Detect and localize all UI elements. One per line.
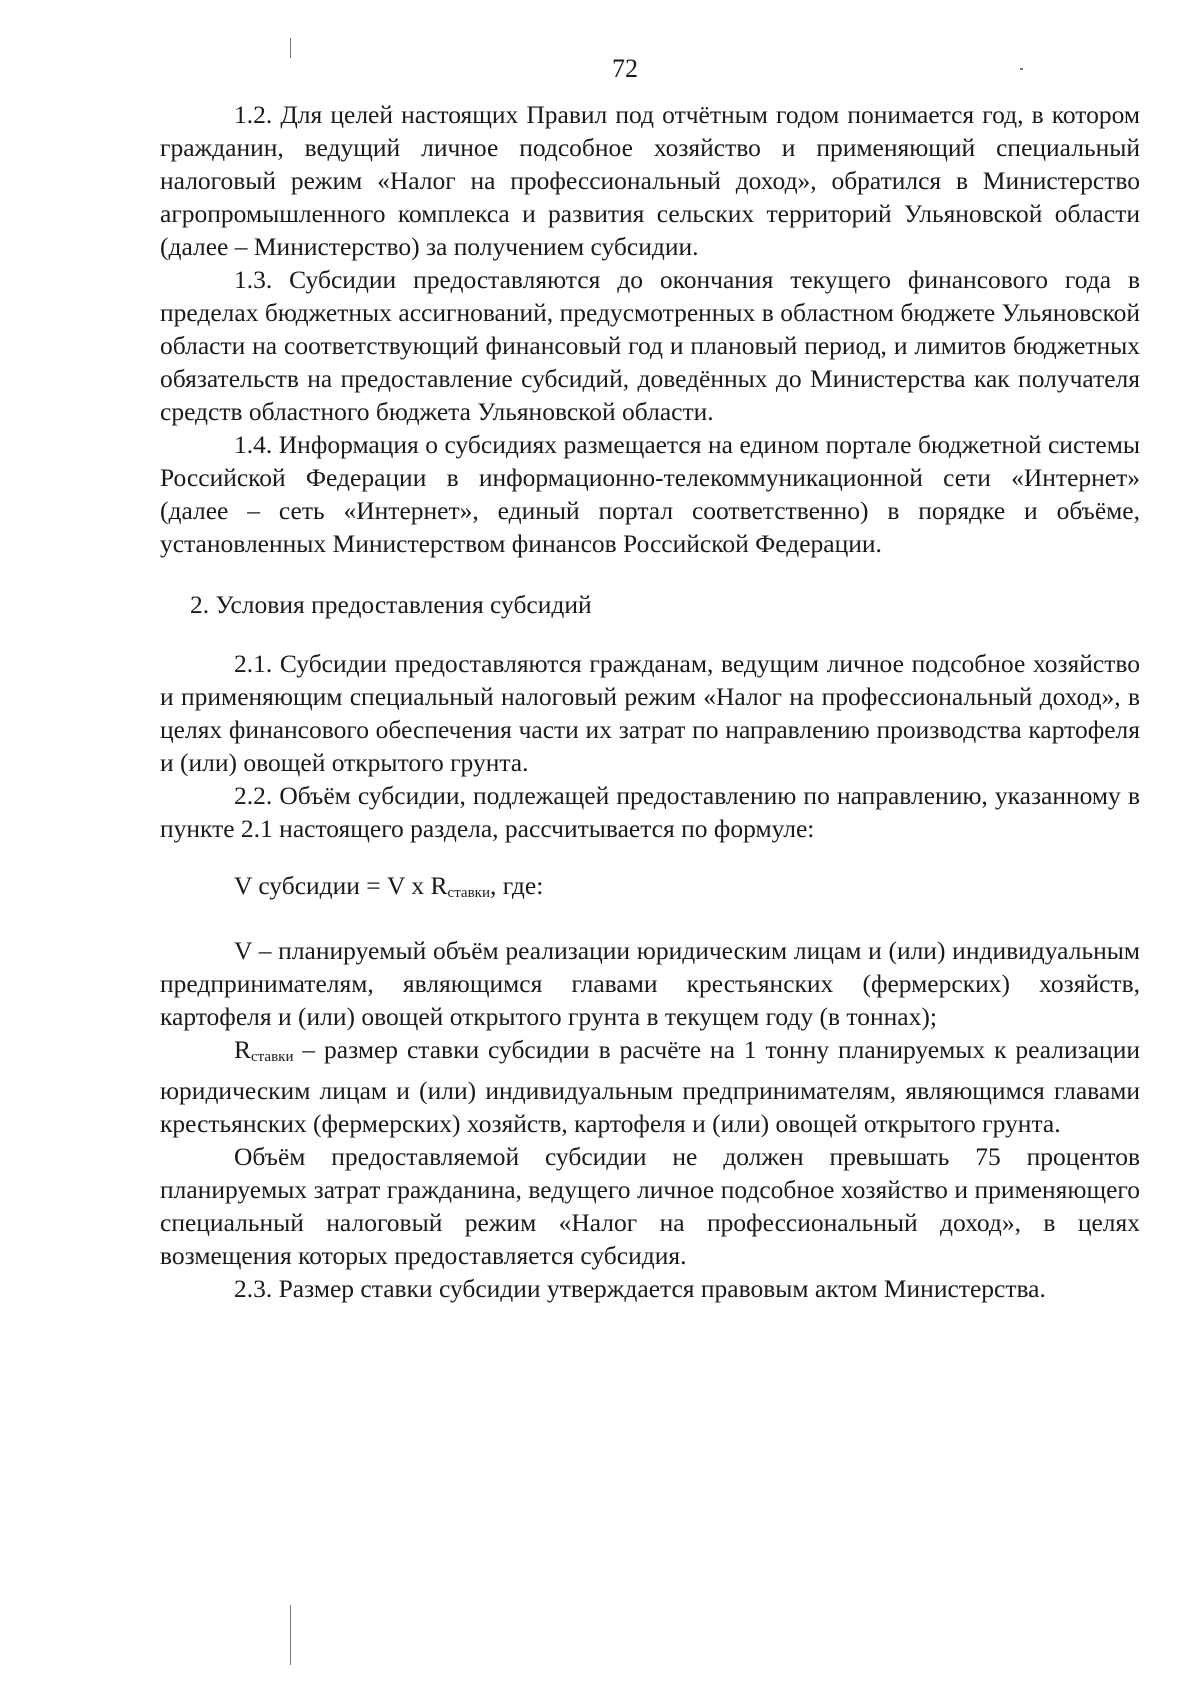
subsidy-formula <box>160 869 1140 910</box>
paragraph-2-3: 2.3. Размер ставки субсидии утверждается правовым актом Министерства. <box>234 1274 1046 1303</box>
definition-r-subscript: ставки <box>251 1049 294 1065</box>
scan-artifact <box>1020 68 1023 70</box>
formula-main: V субсидии = V х R <box>234 871 448 900</box>
paragraph-1-3: 1.3. Субсидии предоставляются до окончания текущего финансового года в пределах бюджетных ассигнований, предусмотренных в областном бюджете Ульяновской области на соответствующий финансовый год и плановый период, и лимитов бюджетных обязательств на предоставление субсидий, доведённых до Министерства как получателя средств областного бюджета Ульяновской области. <box>160 265 1140 426</box>
paragraph-2-1: 2.1. Субсидии предоставляются гражданам, ведущим личное подсобное хозяйство и применяющим специальный налоговый режим «Налог на профессиональный доход», в целях финансового обеспечения части их затрат по направлению производства картофеля и (или) овощей открытого грунта. <box>160 649 1140 777</box>
formula-subscript: ставки <box>447 885 490 901</box>
scan-artifact <box>290 1605 291 1665</box>
document-body <box>160 98 1140 1305</box>
definition-r <box>160 1033 1140 1140</box>
paragraph-2-2: 2.2. Объём субсидии, подлежащей предоставлению по направлению, указанному в пункте 2.1 настоящего раздела, рассчитывается по формуле: <box>160 781 1140 843</box>
paragraph-1-4: 1.4. Информация о субсидиях размещается на едином портале бюджетной системы Российской Федерации в информационно-телекоммуникационной сети «Интернет» (далее – сеть «Интернет», единый портал соответственно) в порядке и объёме, установленных Министерством финансов Российской Федерации. <box>160 430 1140 558</box>
formula-tail: , где: <box>489 871 544 900</box>
section-heading: 2. Условия предоставления субсидий <box>190 590 592 619</box>
definition-v: V – планируемый объём реализации юридическим лицам и (или) индивидуальным предпринимателям, являющимся главами крестьянских (фермерских) хозяйств, картофеля и (или) овощей открытого грунта в текущем году (в тоннах); <box>160 936 1140 1031</box>
page-number: 72 <box>612 54 638 83</box>
definition-r-text: – размер ставки субсидии в расчёте на 1 тонну планируемых к реализации юридическим лицам и (или) индивидуальным предпринимателям, являющимся главами крестьянских (фермерских) хозяйств, картофеля и (или) овощей открытого грунта. <box>160 1035 1140 1138</box>
paragraph-1-2: 1.2. Для целей настоящих Правил под отчётным годом понимается год, в котором гражданин, ведущий личное подсобное хозяйство и применяющий специальный налоговый режим «Налог на профессиональный доход», обратился в Министерство агропромышленного комплекса и развития сельских территорий Ульяновской области (далее – Министерство) за получением субсидии. <box>160 100 1140 261</box>
paragraph-subsidy-limit: Объём предоставляемой субсидии не должен превышать 75 процентов планируемых затрат гражданина, ведущего личное подсобное хозяйство и применяющего специальный налоговый режим «Налог на профессиональный доход», в целях возмещения которых предоставляется субсидия. <box>160 1142 1140 1270</box>
definition-r-symbol: R <box>234 1035 252 1064</box>
scan-artifact <box>290 38 291 58</box>
